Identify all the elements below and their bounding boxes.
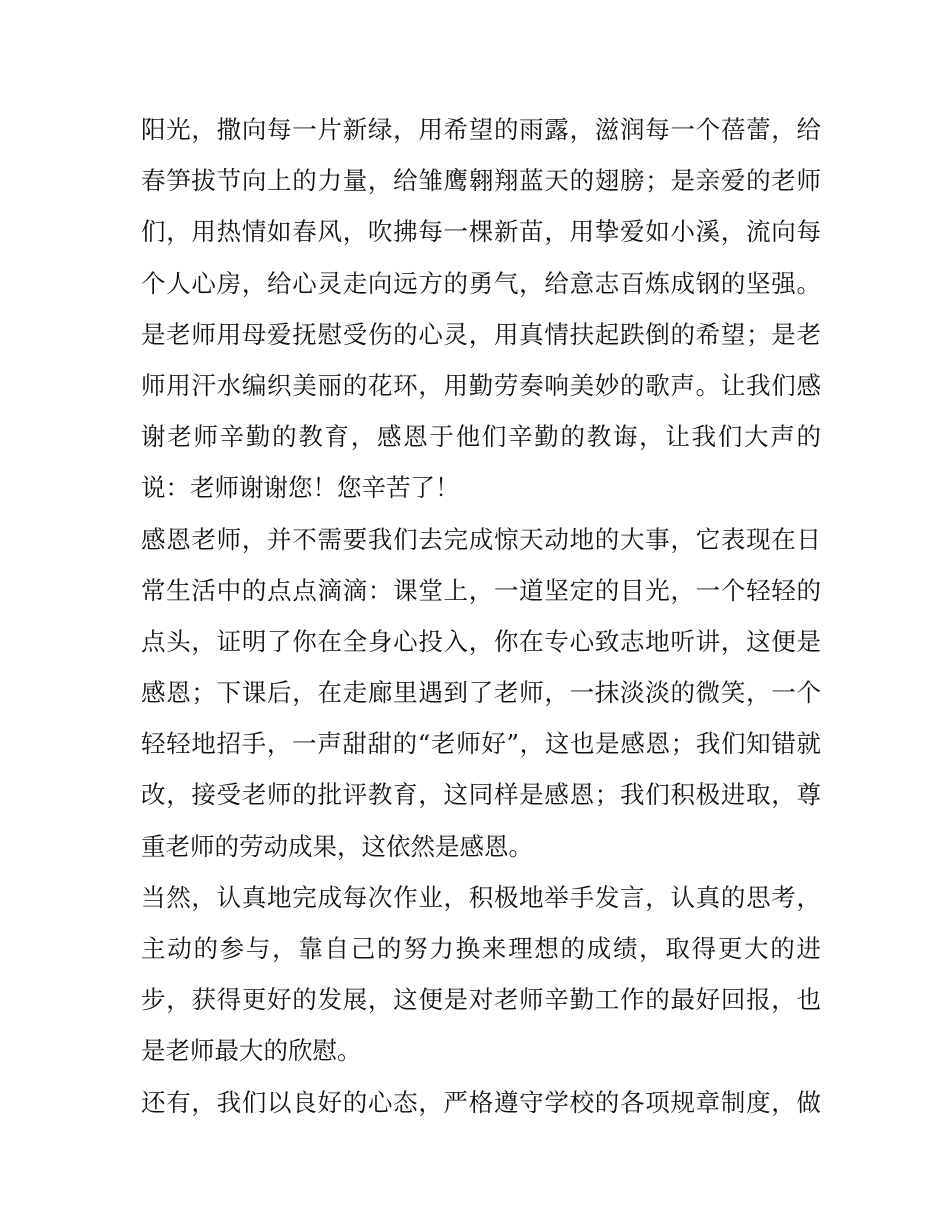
text-line: 说：老师谢谢您！您辛苦了！ <box>141 473 460 503</box>
text-line: 师用汗水编织美丽的花环，用勤劳奏响美妙的歌声。让我们感 <box>141 370 821 400</box>
text-line: 重老师的劳动成果，这依然是感恩。 <box>141 831 533 861</box>
text-line: 感恩老师，并不需要我们去完成惊天动地的大事，它表现在日 <box>141 524 821 554</box>
text-line: 轻轻地招手，一声甜甜的“老师好”，这也是感恩；我们知错就 <box>141 729 821 759</box>
text-line: 点头，证明了你在全身心投入，你在专心致志地听讲，这便是 <box>141 626 821 656</box>
text-line: 还有，我们以良好的心态，严格遵守学校的各项规章制度，做 <box>141 1087 821 1117</box>
text-line: 是老师最大的欣慰。 <box>141 1036 362 1066</box>
text-line: 是老师用母爱抚慰受伤的心灵，用真情扶起跌倒的希望；是老 <box>141 319 821 349</box>
text-line: 主动的参与，靠自己的努力换来理想的成绩，取得更大的进 <box>141 934 821 963</box>
text-line: 们，用热情如春风，吹拂每一棵新苗，用挚爱如小溪，流向每 <box>141 217 821 247</box>
text-line: 春笋拔节向上的力量，给雏鹰翱翔蓝天的翅膀；是亲爱的老师 <box>141 166 821 196</box>
text-line: 常生活中的点点滴滴：课堂上，一道坚定的目光，一个轻轻的 <box>141 575 821 605</box>
text-line: 阳光，撒向每一片新绿，用希望的雨露，滋润每一个蓓蕾，给 <box>141 115 821 144</box>
text-line: 当然，认真地完成每次作业，积极地举手发言，认真的思考， <box>141 882 821 912</box>
body-text <box>141 108 821 1132</box>
text-line: 个人心房，给心灵走向远方的勇气，给意志百炼成钢的坚强。 <box>141 268 821 298</box>
text-line: 谢老师辛勤的教育，感恩于他们辛勤的教诲，让我们大声的 <box>141 422 821 452</box>
text-line: 改，接受老师的批评教育，这同样是感恩；我们积极进取，尊 <box>141 780 821 810</box>
text-line: 步，获得更好的发展，这便是对老师辛勤工作的最好回报，也 <box>141 985 821 1015</box>
text-line: 感恩；下课后，在走廊里遇到了老师，一抹淡淡的微笑，一个 <box>141 678 821 708</box>
